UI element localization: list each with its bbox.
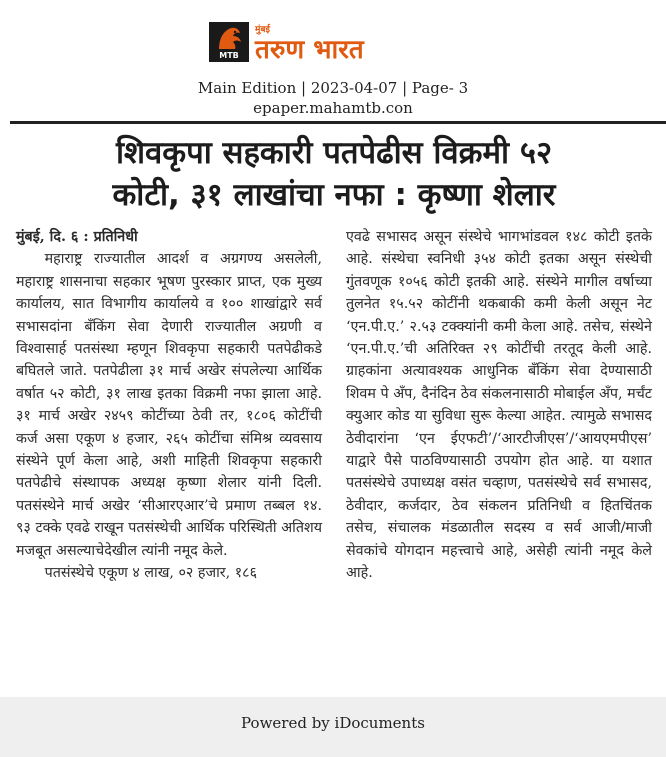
article-column-right — [346, 226, 652, 585]
headline-line-1: शिवकृपा सहकारी पतपेढीस विक्रमी ५२ — [115, 135, 553, 171]
article-headline — [14, 132, 654, 216]
powered-by-label[interactable]: Powered by iDocuments — [241, 714, 425, 732]
header-divider — [10, 121, 666, 124]
headline-line-2: कोटी, ३१ लाखांचा नफा : कृष्णा शेलार — [112, 177, 556, 213]
footer-bar — [0, 697, 666, 757]
article-paragraph-1: महाराष्ट्र राज्यातील आदर्श व अग्रगण्य असलेली, महाराष्ट्र शासनाचा सहकार भूषण पुरस्कार प्राप्त, एक मुख्य कार्यालय, सात विभागीय कार्यालये व १०० शाखांद्वारे सर्व सभासदांना बँकिंग सेवा देणारी राज्यातील अग्रणी व विश्वासार्ह पतसंस्था म्हणून शिवकृपा सहकारी पतपेढीकडे बघितले जाते. पतपेढीला ३१ मार्च अखेर संपलेल्या आर्थिक वर्षात ५२ कोटी, ३१ लाख इतका विक्रमी नफा झाला आहे. ३१ मार्च अखेर २४५९ कोटींच्या ठेवी तर, १८०६ कोटींची कर्ज असा एकूण ४ हजार, २६५ कोटींचा संमिश्र व्यवसाय संस्थेने पूर्ण केला आहे, अशी माहिती शिवकृपा सहकारी पतपेढीचे संस्थापक अध्यक्ष कृष्णा शेलार यांनी दिली. पतसंस्थेने मार्च अखेर ‘सीआरएआर’चे प्रमाण तब्बल १४. ९३ टक्के एवढे राखून पतसंस्थेची आर्थिक परिस्थिती अतिशय मजबूत असल्याचेदेखील त्यांनी नमूद केले. — [16, 251, 322, 559]
lion-icon — [213, 25, 245, 51]
masthead-city: मुंबई — [255, 25, 270, 35]
masthead-title: तरुण भारत — [255, 35, 364, 65]
article-column-left — [16, 226, 322, 585]
article-paragraph-3: एवढे सभासद असून संस्थेचे भागभांडवल १४८ कोटी इतके आहे. संस्थेचा स्वनिधी ३५४ कोटी इतका असून संस्थेची गुंतवणूक १०५६ कोटी इतकी आहे. संस्थेने मागील वर्षाच्या तुलनेत १५.५२ कोटींनी थकबाकी कमी केली असून नेट ‘एन.पी.ए.’ २.५३ टक्क्यांनी कमी केला आहे. तसेच, संस्थेने ‘एन.पी.ए.’ची अतिरिक्त २९ कोटींची तरतूद केली आहे. ग्राहकांना अत्यावश्यक आधुनिक बँकिंग सेवा देण्यासाठी शिवम पे अँप, दैनंदिन ठेव संकलनासाठी मोबाईल अँप, मर्चंट क्युआर कोड या सुविधा सुरू केल्या आहेत. त्यामुळे सभासद ठेवीदारांना ‘एन ईएफटी’/‘आरटीजीएस’/‘आयएमपीएस’ याद्वारे पैसे पाठविण्यासाठी उपयोग होत आहे. या यशात पतसंस्थेचे उपाध्यक्ष वसंत चव्हाण, पतसंस्थेचे सर्व सभासद, ठेवीदार, कर्जदार, ठेव संकलन प्रतिनिधी व हितचिंतक तसेच, संचालक मंडळातील सदस्य व सर्व आजी/माजी सेवकांचे योगदान महत्त्वाचे आहे, असेही त्यांनी नमूद केले आहे. — [346, 229, 652, 582]
website-link[interactable]: epaper.mahamtb.con — [253, 99, 413, 117]
mtb-logo — [209, 22, 249, 62]
article-paragraph-2: पतसंस्थेचे एकूण ४ लाख, ०२ हजार, १८६ — [44, 565, 258, 582]
edition-info: Main Edition | 2023-04-07 | Page- 3 — [197, 79, 469, 97]
article-dateline: मुंबई, दि. ६ : प्रतिनिधी — [16, 229, 138, 245]
mtb-label: MTB — [219, 51, 239, 60]
masthead — [0, 14, 666, 70]
